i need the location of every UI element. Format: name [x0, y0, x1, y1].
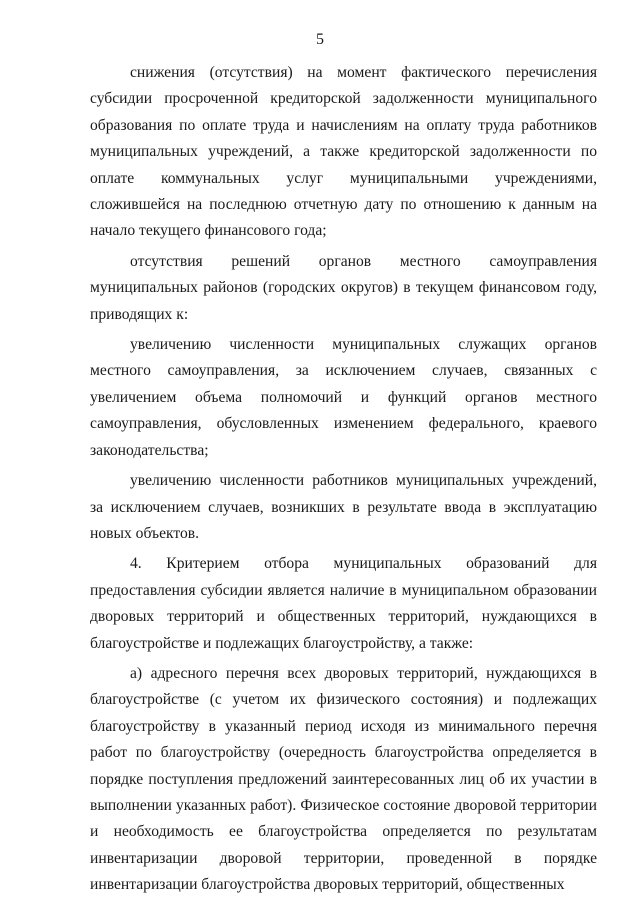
paragraph-staff-increase: увеличению численности муниципальных служащих органов местного самоуправления, за исключением случаев, связанных с увеличением объема полномочий и функций органов местного самоуправления, обусловленных изменением федерального, краевого законодательства;	[90, 336, 597, 459]
paragraph-selection-criterion: 4. Критерием отбора муниципальных образований для предоставления субсидии является наличие в муниципальном образовании дворовых территорий и общественных территорий, нуждающихся в благоустройстве и подлежащих благоустройству, а также:	[90, 555, 597, 652]
page-number: 5	[316, 31, 324, 48]
document-body	[90, 60, 597, 899]
paragraph-no-decisions: отсутствия решений органов местного самоуправления муниципальных районов (городских округов) в текущем финансовом году, приводящих к:	[90, 252, 597, 323]
paragraph-address-list: а) адресного перечня всех дворовых территорий, нуждающихся в благоустройстве (с учетом их физического состояния) и подлежащих благоустройству в указанный период исходя из минимального перечня работ по благоустройству (очередность благоустройства определяется в порядке поступления предложений заинтересованных лиц об их участии в выполнении указанных работ). Физическое состояние дворовой территории и необходимость ее благоустройства определяется по результатам инвентаризации дворовой территории, проведенной в порядке инвентаризации благоустройства дворовых территорий, общественных	[90, 664, 597, 894]
paragraph-employee-increase: увеличению численности работников муниципальных учреждений, за исключением случаев, возникших в результате ввода в эксплуатацию новых объектов.	[90, 472, 597, 542]
paragraph-arrears-reduction: снижения (отсутствия) на момент фактического перечисления субсидии просроченной кредиторской задолженности муниципального образования по оплате труда и начислениям на оплату труда работников муниципальных учреждений, а также кредиторской задолженности по оплате коммунальных услуг муниципальными учреждениями, сложившейся на последнюю отчетную дату по отношению к данным на начало текущего финансового года;	[90, 64, 597, 240]
